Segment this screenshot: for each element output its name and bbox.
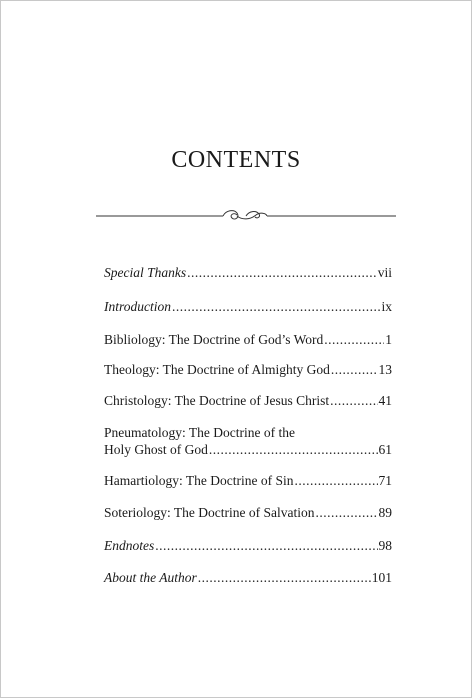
toc-entry-endnotes[interactable] xyxy=(104,537,392,554)
toc-entry-label: Christology: The Doctrine of Jesus Christ xyxy=(104,393,330,408)
toc-page-number: 13 xyxy=(378,362,392,377)
toc-entry-label: Bibliology: The Doctrine of God’s Word xyxy=(104,332,324,347)
dot-leader xyxy=(209,441,378,458)
dot-leader xyxy=(330,392,377,409)
toc-page-number: 61 xyxy=(378,442,392,457)
toc-entry-label: About the Author xyxy=(104,570,197,585)
toc-entry-pneumatology-line2 xyxy=(104,441,392,458)
toc-entry-special-thanks[interactable] xyxy=(104,264,392,281)
dot-leader xyxy=(198,569,371,586)
dot-leader xyxy=(324,331,384,348)
dot-leader xyxy=(172,298,380,315)
toc-entry-pneumatology[interactable] xyxy=(104,424,392,457)
toc-entry-christology[interactable] xyxy=(104,392,392,409)
toc-entry-hamartiology[interactable] xyxy=(104,472,392,489)
toc-page-number: 41 xyxy=(378,393,392,408)
dot-leader xyxy=(331,361,378,378)
toc-entry-label-line1: Pneumatology: The Doctrine of the xyxy=(104,425,295,440)
toc-page-number: 71 xyxy=(378,473,392,488)
toc-entry-bibliology[interactable] xyxy=(104,331,392,348)
flourish-divider-icon xyxy=(96,204,396,228)
toc-page-number: 101 xyxy=(371,570,392,585)
toc-entry-introduction[interactable] xyxy=(104,298,392,315)
toc-entry-theology[interactable] xyxy=(104,361,392,378)
toc-entry-soteriology[interactable] xyxy=(104,504,392,521)
page-title: CONTENTS xyxy=(171,147,301,173)
toc-page-number: 1 xyxy=(385,332,392,347)
toc-entry-label: Hamartiology: The Doctrine of Sin xyxy=(104,473,294,488)
toc-entry-label: Endnotes xyxy=(104,538,155,553)
dot-leader xyxy=(294,472,377,489)
dot-leader xyxy=(187,264,377,281)
toc-entry-label-line2: Holy Ghost of God xyxy=(104,442,208,457)
toc-entry-label: Introduction xyxy=(104,299,171,314)
toc-page-number: 98 xyxy=(378,538,392,553)
dot-leader xyxy=(155,537,377,554)
toc-entry-label: Theology: The Doctrine of Almighty God xyxy=(104,362,330,377)
toc-entry-about-the-author[interactable] xyxy=(104,569,392,586)
toc-entry-label: Special Thanks xyxy=(104,265,187,280)
toc-page-number: 89 xyxy=(378,505,392,520)
toc-page-number: vii xyxy=(377,265,392,280)
dot-leader xyxy=(315,504,377,521)
toc-entry-label: Soteriology: The Doctrine of Salvation xyxy=(104,505,315,520)
toc-page-number: ix xyxy=(381,299,392,314)
